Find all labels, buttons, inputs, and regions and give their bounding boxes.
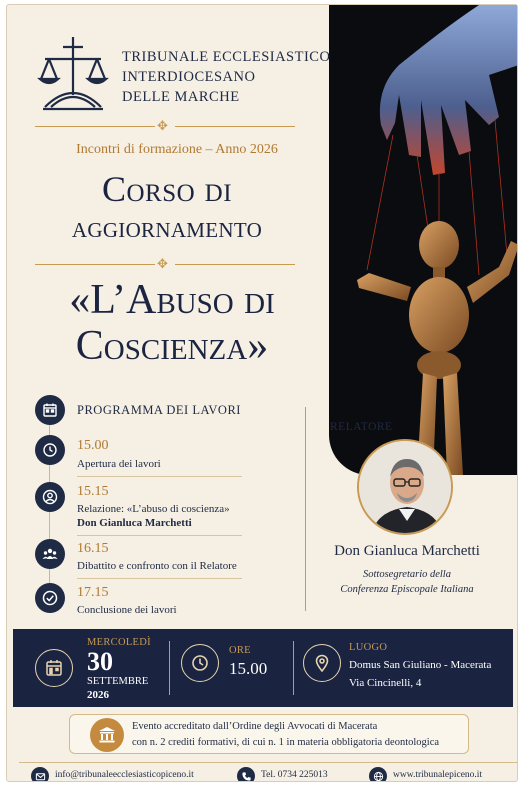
tribunal-scales-logo-icon [37, 35, 109, 113]
topic-title-line-2: Coscienza» [75, 323, 269, 369]
time-label: ORE [229, 645, 251, 656]
event-weekday: MERCOLEDÌ [87, 637, 151, 648]
accreditation-box [69, 714, 469, 754]
program-text: Conclusione dei lavori [77, 604, 177, 616]
program-separator [77, 476, 242, 477]
speaker-heading: RELATORE [330, 421, 393, 433]
band-divider [293, 641, 294, 695]
program-time: 15.00 [77, 438, 109, 453]
accreditation-line-1: Evento accreditato dall’Ordine degli Avvocati di Macerata [132, 721, 378, 732]
program-separator [77, 535, 242, 536]
band-divider [169, 641, 170, 695]
poster [6, 4, 518, 782]
program-time: 16.15 [77, 541, 109, 556]
institution-name [122, 47, 342, 107]
place-label: LUOGO [349, 642, 388, 653]
divider [175, 264, 295, 265]
series-subtitle: Incontri di formazione – Anno 2026 [76, 142, 278, 157]
fleur-ornament-icon: ✥ [157, 118, 168, 133]
footer-email[interactable]: info@tribunaleecclesiasticopiceno.it [55, 770, 194, 780]
event-info-band [13, 629, 513, 707]
globe-icon [369, 767, 387, 782]
program-heading: PROGRAMMA DEI LAVORI [77, 403, 241, 417]
footer-website[interactable]: www.tribunalepiceno.it [393, 770, 483, 780]
clock-icon [181, 644, 219, 682]
column-divider [305, 407, 306, 611]
program-text: Relazione: «L’abuso di coscienza» [77, 503, 230, 515]
puppeteer-hand-illustration [329, 5, 518, 475]
speaker-role-line-1: Sottosegretario della [363, 569, 451, 580]
speaker-role-line-2: Conferenza Episcopale Italiana [340, 584, 474, 595]
courthouse-icon [90, 718, 124, 752]
accreditation-line-2: con n. 2 crediti formativi, di cui n. 1 in materia obbligatoria deontologica [132, 737, 440, 748]
topic-title-line-1: «L’Abuso di [69, 277, 275, 323]
user-icon [35, 482, 65, 512]
event-venue: Domus San Giuliano - Macerata [349, 659, 492, 671]
speaker-photo [357, 439, 453, 535]
institution-line-3: DELLE MARCHE [122, 89, 240, 105]
event-address: Via Cincinelli, 4 [349, 677, 422, 689]
program-text: Apertura dei lavori [77, 458, 161, 470]
mail-icon [31, 767, 49, 782]
location-pin-icon [303, 644, 341, 682]
clock-icon [35, 435, 65, 465]
institution-line-1: TRIBUNALE ECCLESIASTICO [122, 49, 331, 65]
program-time: 15.15 [77, 484, 109, 499]
divider [35, 126, 155, 127]
speaker-role [307, 567, 507, 597]
divider [175, 126, 295, 127]
institution-line-2: INTERDIOCESANO [122, 69, 256, 85]
program-time: 17.15 [77, 585, 109, 600]
program-separator [77, 578, 242, 579]
program-text: Dibattito e confronto con il Relatore [77, 560, 237, 572]
phone-icon [237, 767, 255, 782]
program-speaker: Don Gianluca Marchetti [77, 517, 192, 529]
event-day: 30 [87, 647, 113, 676]
fleur-ornament-icon: ✥ [157, 256, 168, 271]
footer-phone[interactable]: Tel. 0734 225013 [261, 770, 328, 780]
event-year: 2026 [87, 689, 109, 701]
calendar-icon [35, 649, 73, 687]
footer-divider [19, 762, 517, 763]
puppeteer-artwork [329, 5, 518, 475]
course-title-line-2: aggiornamento [71, 211, 263, 244]
calendar-icon [35, 395, 65, 425]
course-title-line-1: Corso di [101, 169, 233, 209]
event-month: SETTEMBRE [87, 676, 149, 687]
group-icon [35, 539, 65, 569]
event-time: 15.00 [229, 659, 268, 678]
divider [35, 264, 155, 265]
check-icon [35, 583, 65, 613]
speaker-name: Don Gianluca Marchetti [334, 543, 480, 559]
